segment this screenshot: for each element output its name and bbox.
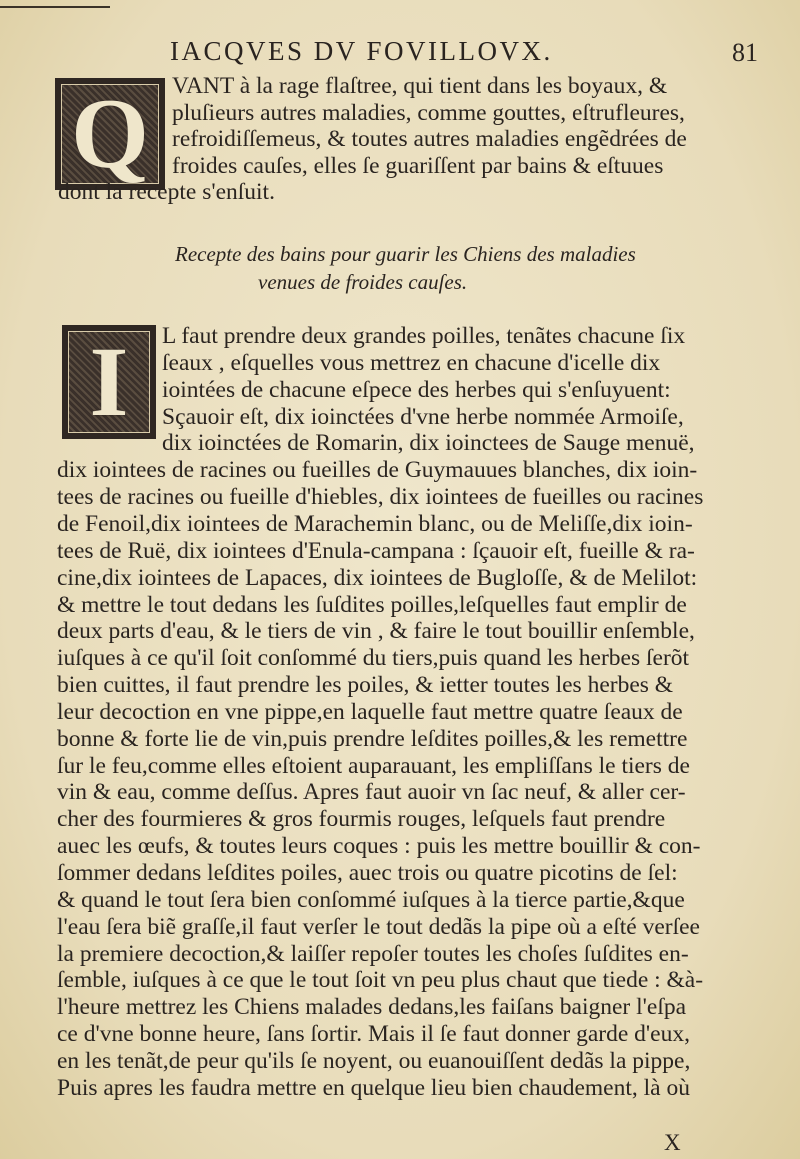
- paragraph2-line: bien cuittes, il faut prendre les poiles, & ietter toutes les herbes &: [57, 672, 674, 699]
- paragraph2-line: Sçauoir eſt, dix ioinctées d'vne herbe nommée Armoiſe,: [162, 403, 684, 430]
- catchword: X: [664, 1130, 681, 1155]
- paragraph2-line: l'heure mettrez les Chiens malades dedans,les faiſans baigner l'eſpa: [57, 994, 687, 1021]
- paragraph1-line: VANT à la rage flaſtree, qui tient dans les boyaux, &: [172, 73, 668, 99]
- paragraph2-line: tees de Ruë, dix iointees d'Enula-campana : ſçauoir eſt, fueille & ra-: [57, 537, 695, 564]
- paragraph2-line: tees de racines ou fueille d'hiebles, dix iointees de fueilles ou racines: [57, 484, 704, 511]
- decorated-initial-i: [62, 325, 156, 439]
- paragraph2-line: iointées de chacune eſpece des herbes qui s'enſuyuent:: [162, 376, 671, 403]
- initial-letter: I: [89, 326, 129, 437]
- paragraph2-line: ſur le feu,comme elles eſtoient auparauant, les empliſſans le tiers de: [57, 752, 690, 779]
- paragraph2-line: Puis apres les faudra mettre en quelque lieu bien chaudement, là où: [57, 1074, 690, 1101]
- paragraph2-line: leur decoction en vne pippe,en laquelle faut mettre quatre ſeaux de: [57, 698, 683, 725]
- paragraph2-line: auec les œufs, & toutes leurs coques : puis les mettre bouillir & con-: [57, 833, 701, 860]
- paragraph1-line: refroidiſſemeus, & toutes autres maladies engẽdrées de: [172, 126, 687, 152]
- section-heading-line: Recepte des bains pour guarir les Chiens des maladies: [175, 242, 636, 266]
- paragraph2-line: L faut prendre deux grandes poilles, tenãtes chacune ſix: [162, 323, 686, 349]
- paragraph2-line: la premiere decoction,& laiſſer repoſer toutes les choſes ſuſdites en-: [57, 940, 689, 967]
- initial-letter: Q: [71, 78, 149, 189]
- paragraph2-line: ſemble, iuſques à ce que le tout ſoit vn peu plus chaut que tiede : &à-: [57, 967, 704, 994]
- top-rule: [0, 6, 110, 8]
- paragraph2-line: ſommer dedans leſdites poiles, auec trois ou quatre picotins de ſel:: [57, 860, 678, 886]
- paragraph2-line: bonne & forte lie de vin,puis prendre leſdites poilles,& les remettre: [57, 725, 688, 752]
- paragraph2-line: ce d'vne bonne heure, ſans ſortir. Mais il ſe faut donner garde d'eux,: [57, 1021, 690, 1048]
- paragraph2-line: l'eau ſera biẽ graſſe,il faut verſer le tout dedãs la pipe où a eſté verſee: [57, 913, 700, 940]
- paragraph2-line: cher des fourmieres & gros fourmis rouges, leſquels faut prendre: [57, 806, 666, 833]
- paragraph2-line: dix iointees de racines ou fueilles de Guymauues blanches, dix ioin-: [57, 457, 698, 484]
- paragraph1-line: froides cauſes, elles ſe guariſſent par bains & eſtuues: [172, 152, 664, 179]
- paragraph2-line: cine,dix iointees de Lapaces, dix iointees de Bugloſſe, & de Melilot:: [57, 564, 698, 591]
- running-title: IACQVES DV FOVILLOVX.: [170, 36, 553, 66]
- paragraph2-line: vin & eau, comme deſſus. Apres faut auoir vn ſac neuf, & aller cer-: [57, 779, 686, 806]
- paragraph2-line: ſeaux , eſquelles vous mettrez en chacune d'icelle dix: [162, 349, 661, 376]
- paragraph2-line: & quand le tout ſera bien conſommé iuſques à la tierce partie,&que: [57, 886, 685, 913]
- folio-number: 81: [732, 38, 758, 67]
- paragraph2-line: & mettre le tout dedans les ſuſdites poilles,leſquelles faut emplir de: [57, 591, 687, 618]
- decorated-initial-q: [55, 78, 165, 190]
- paragraph1-line: pluſieurs autres maladies, comme gouttes, eſtrufleures,: [172, 99, 685, 126]
- paragraph1-line: dont la recepte s'enſuit.: [58, 179, 275, 205]
- paragraph2-line: dix ioinctées de Romarin, dix ioinctees de Sauge menuë,: [162, 430, 695, 457]
- paragraph2-line: en les tenãt,de peur qu'ils ſe noyent, ou euanouiſſent dedãs la pippe,: [57, 1047, 691, 1074]
- paragraph2-line: deux parts d'eau, & le tiers de vin , & faire le tout bouillir enſemble,: [57, 618, 695, 645]
- page-header: [0, 36, 800, 76]
- paragraph2-line: de Fenoil,dix iointees de Marachemin blanc, ou de Meliſſe,dix ioin-: [57, 510, 693, 537]
- section-heading-line: venues de froides cauſes.: [258, 270, 468, 294]
- paragraph2-line: iuſques à ce qu'il ſoit conſommé du tiers,puis quand les herbes ſerõt: [57, 645, 690, 672]
